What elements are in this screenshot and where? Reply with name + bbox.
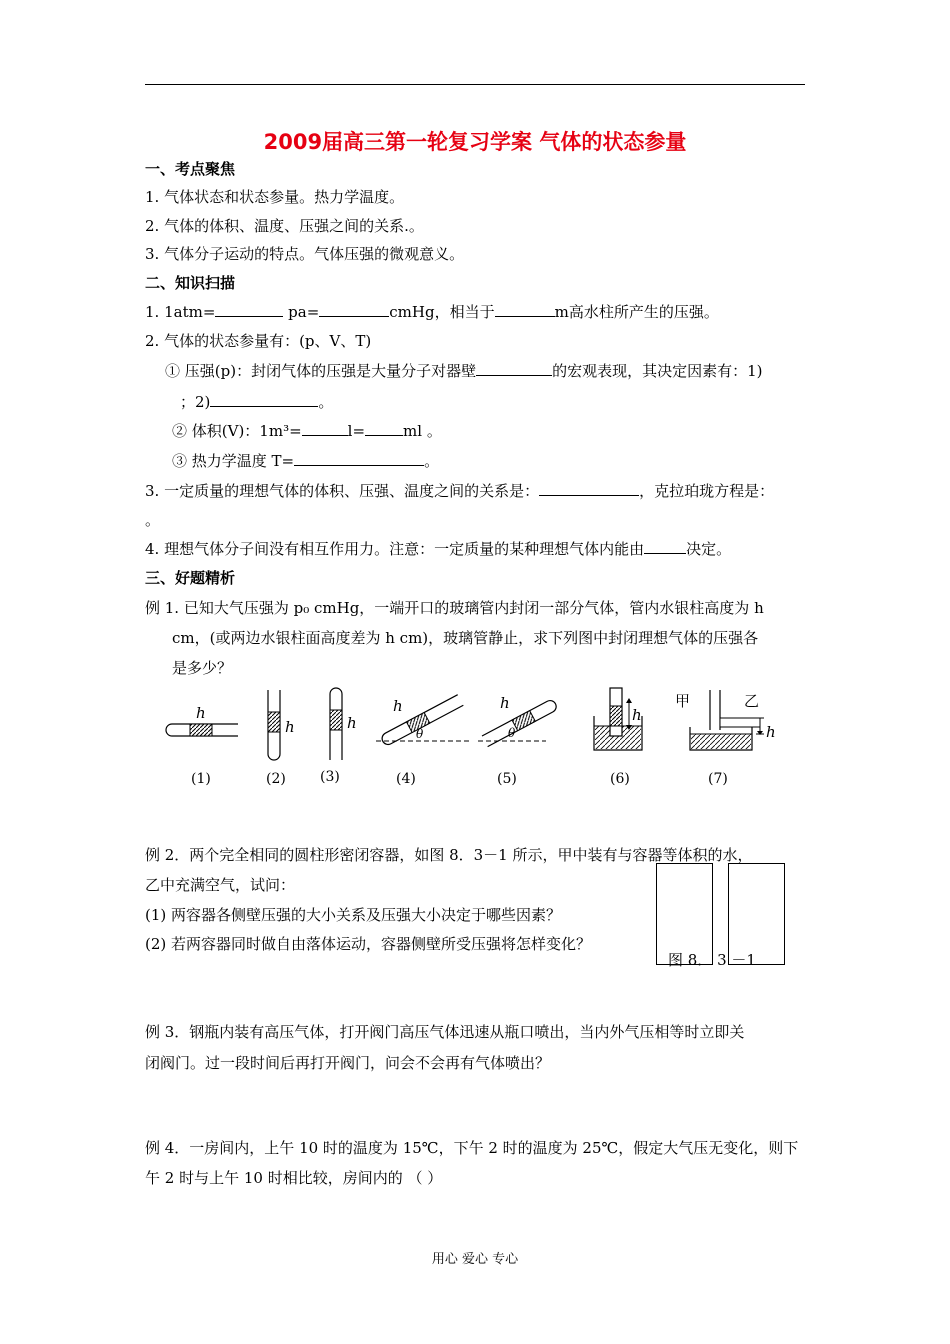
- example2-question1: (1) 两容器各侧壁压强的大小关系及压强大小决定于哪些因素？: [145, 906, 562, 924]
- example3-line1: 例 3．钢瓶内装有高压气体，打开阀门高压气体迅速从瓶口喷出，当内外气压相等时立即关: [145, 1023, 745, 1041]
- example1-line1: 例 1. 已知大气压强为 p₀ cmHg，一端开口的玻璃管内封闭一部分气体，管内水银柱高度为 h: [145, 599, 764, 617]
- example2-line1: 例 2．两个完全相同的圆柱形密闭容器，如图 8．3－1 所示，甲中装有与容器等体积的水，: [145, 846, 753, 864]
- fig-label-4: (4): [396, 771, 416, 787]
- fig5-h-label: h: [500, 694, 510, 712]
- page-footer: 用心 爱心 专心: [431, 1252, 519, 1267]
- figure-6-tube-in-trough: [594, 688, 642, 750]
- fig7-jia-label: 甲: [675, 692, 691, 710]
- figure-2-vertical-tube-open-top: [268, 690, 295, 760]
- knowledge-q2-pressure-2: ；2) 。: [180, 393, 334, 411]
- figure-7-two-tubes-in-trough: [675, 690, 776, 750]
- figure-1-horizontal-tube: [166, 704, 238, 736]
- knowledge-q2-pressure: ① 压强(p)：封闭气体的压强是大量分子对器壁 的宏观表现，其决定因素有：1): [165, 362, 763, 380]
- section-heading-scan: 二、知识扫描: [145, 274, 236, 292]
- section-heading-focus: 一、考点聚焦: [145, 160, 236, 178]
- fig4-theta-label: θ: [416, 727, 424, 741]
- fig4-h-label: h: [393, 697, 403, 715]
- example2-question2: (2) 若两容器同时做自由落体运动，容器侧壁所受压强将怎样变化？: [145, 935, 592, 953]
- fig-label-2: (2): [266, 771, 286, 787]
- fig-label-7: (7): [708, 771, 728, 787]
- example2-line2: 乙中充满空气，试问：: [145, 876, 296, 894]
- knowledge-q2-temperature: ③ 热力学温度 T= 。: [172, 452, 440, 470]
- knowledge-q1: 1. 1atm= pa= cmHg，相当于 m高水柱所产生的压强。: [145, 303, 719, 321]
- focus-item-1: 1. 气体状态和状态参量。热力学温度。: [145, 188, 405, 206]
- fig-label-3: (3): [320, 769, 340, 785]
- example4-line1: 例 4．一房间内，上午 10 时的温度为 15℃，下午 2 时的温度为 25℃，假定大气压无变化，则下: [145, 1139, 799, 1157]
- page-title: 2009届高三第一轮复习学案 气体的状态参量: [263, 130, 687, 154]
- section-heading-examples: 三、好题精析: [145, 569, 236, 587]
- fig3-h-label: h: [347, 714, 357, 732]
- fig2-h-label: h: [285, 718, 295, 736]
- knowledge-q4: 4. 理想气体分子间没有相互作用力。注意：一定质量的某种理想气体内能由 决定。: [145, 540, 732, 558]
- example1-line3: 是多少？: [172, 659, 233, 677]
- fig1-h-label: h: [196, 704, 206, 722]
- fig-label-5: (5): [497, 771, 517, 787]
- focus-item-3: 3. 气体分子运动的特点。气体压强的微观意义。: [145, 245, 465, 263]
- example1-line2: cm，(或两边水银柱面高度差为 h cm)，玻璃管静止，求下列图中封闭理想气体的压强各: [172, 629, 759, 647]
- fig-label-1: (1): [191, 771, 211, 787]
- knowledge-q3: 3. 一定质量的理想气体的体积、压强、温度之间的关系是： ，克拉珀珑方程是：: [145, 482, 775, 500]
- focus-item-2: 2. 气体的体积、温度、压强之间的关系.。: [145, 217, 424, 235]
- fig6-h-label: h: [632, 706, 642, 724]
- knowledge-q2: 2. 气体的状态参量有：(p、V、T): [145, 332, 372, 350]
- figure-4-inclined-tube: [376, 695, 470, 747]
- fig7-yi-label: 乙: [744, 692, 760, 710]
- fig5-theta-label: θ: [508, 726, 516, 740]
- fig-label-6: (6): [610, 771, 630, 787]
- knowledge-q2-volume: ② 体积(V)：1m³= l= ml 。: [172, 422, 442, 440]
- fig7-h-label: h: [766, 723, 776, 741]
- knowledge-q3-end: 。: [145, 511, 161, 529]
- example4-line2: 午 2 时与上午 10 时相比较，房间内的 （ ）: [145, 1169, 443, 1187]
- figure-3-vertical-tube-open-bottom: [330, 688, 357, 760]
- figure-caption-8-3-1: 图 8． 3 －1: [668, 951, 756, 969]
- figure-5-inclined-tube: [478, 694, 558, 747]
- example3-line2: 闭阀门。过一段时间后再打开阀门，问会不会再有气体喷出？: [145, 1054, 551, 1072]
